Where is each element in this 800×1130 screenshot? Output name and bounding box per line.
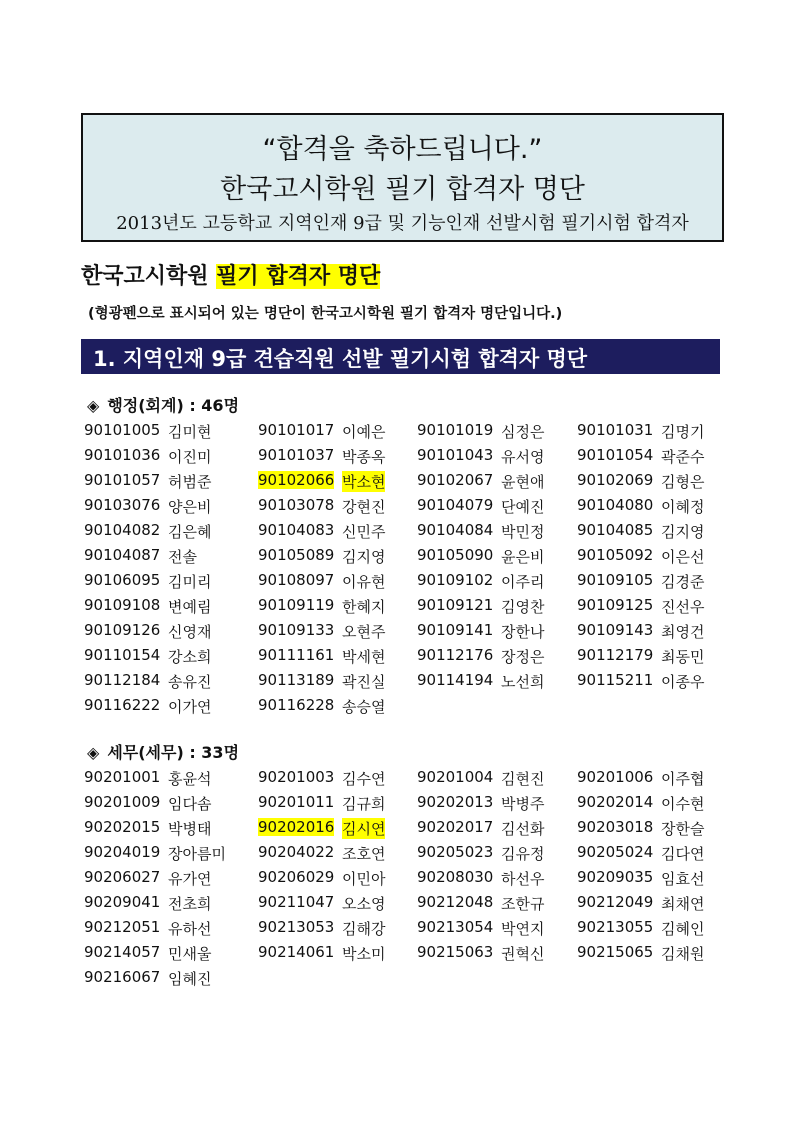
candidate-name: 김경준 [661, 573, 705, 591]
candidate-name: 김명기 [661, 423, 705, 441]
candidate-id: 90206029 [258, 868, 335, 886]
candidate-name: 이수현 [661, 795, 705, 813]
candidate-id: 90201006 [577, 768, 654, 786]
candidate-id: 90114194 [417, 671, 494, 689]
candidate-id: 90104085 [577, 521, 654, 539]
candidate-name: 김지영 [661, 523, 705, 541]
candidate-name: 전솔 [168, 548, 197, 566]
candidate-id: 90116222 [84, 696, 161, 714]
candidate-id: 90214061 [258, 943, 335, 961]
candidate-name: 곽준수 [661, 448, 705, 466]
candidate-name: 이가연 [168, 698, 212, 716]
candidate-name: 임효선 [661, 870, 705, 888]
candidate-name: 최동민 [661, 648, 705, 666]
candidate-id: 90112176 [417, 646, 494, 664]
candidate-id: 90103078 [258, 496, 335, 514]
candidate-name: 오소영 [342, 895, 386, 913]
category-heading-label: 행정(회계) : 46명 [107, 396, 240, 415]
candidate-name: 허범준 [168, 473, 212, 491]
candidate-name: 이예은 [342, 423, 386, 441]
candidate-name: 김영찬 [501, 598, 545, 616]
candidate-id: 90204022 [258, 843, 335, 861]
candidate-name: 장정은 [501, 648, 545, 666]
section-title-prefix: 한국고시학원 [81, 264, 217, 289]
candidate-name: 강소희 [168, 648, 212, 666]
candidate-name: 송승열 [342, 698, 386, 716]
candidate-name: 강현진 [342, 498, 386, 516]
candidate-name: 이종우 [661, 673, 705, 691]
header-box [81, 113, 724, 242]
candidate-id: 90109121 [417, 596, 494, 614]
candidate-name: 김은혜 [168, 523, 212, 541]
candidate-name: 오현주 [342, 623, 386, 641]
candidate-id: 90213055 [577, 918, 654, 936]
section-banner [81, 339, 720, 374]
candidate-name: 민새울 [168, 945, 212, 963]
diamond-icon: ◈ [87, 396, 100, 415]
candidate-name: 김규희 [342, 795, 386, 813]
candidate-id: 90102067 [417, 471, 494, 489]
candidate-name: 조한규 [501, 895, 545, 913]
candidate-name: 이진미 [168, 448, 212, 466]
candidate-name: 김현진 [501, 770, 545, 788]
candidate-id: 90213054 [417, 918, 494, 936]
candidate-name: 박종옥 [342, 448, 386, 466]
candidate-name: 이혜정 [661, 498, 705, 516]
candidate-id: 90201011 [258, 793, 335, 811]
candidate-id: 90104087 [84, 546, 161, 564]
candidate-id: 90109102 [417, 571, 494, 589]
candidate-id: 90103076 [84, 496, 161, 514]
candidate-name: 임다솜 [168, 795, 212, 813]
candidate-name: 최채연 [661, 895, 705, 913]
candidate-name: 박민정 [501, 523, 545, 541]
candidate-name: 신민주 [342, 523, 386, 541]
section-banner-label: 1. 지역인재 9급 견습직원 선발 필기시험 합격자 명단 [93, 347, 588, 371]
candidate-name: 김지영 [342, 548, 386, 566]
candidate-name: 변예림 [168, 598, 212, 616]
candidate-name: 권혁신 [501, 945, 545, 963]
candidate-name: 노선희 [501, 673, 545, 691]
candidate-name: 유가연 [168, 870, 212, 888]
section-title [81, 259, 380, 290]
candidate-id: 90201009 [84, 793, 161, 811]
candidate-id: 90211047 [258, 893, 335, 911]
candidate-name: 홍윤석 [168, 770, 212, 788]
candidate-id: 90109126 [84, 621, 161, 639]
exam-description: 2013년도 고등학교 지역인재 9급 및 기능인재 선발시험 필기시험 합격자 [116, 213, 689, 234]
candidate-name: 단예진 [501, 498, 545, 516]
diamond-icon: ◈ [87, 743, 100, 762]
candidate-name: 김시연 [342, 820, 386, 838]
candidate-id: 90202016 [258, 818, 335, 836]
candidate-name: 이은선 [661, 548, 705, 566]
candidate-id: 90101054 [577, 446, 654, 464]
candidate-id: 90202015 [84, 818, 161, 836]
candidate-id: 90109119 [258, 596, 335, 614]
section-title-highlight: 필기 합격자 명단 [216, 264, 381, 289]
candidate-id: 90215065 [577, 943, 654, 961]
candidate-id: 90109125 [577, 596, 654, 614]
candidate-id: 90208030 [417, 868, 494, 886]
candidate-id: 90205024 [577, 843, 654, 861]
candidate-id: 90112179 [577, 646, 654, 664]
candidate-id: 90212049 [577, 893, 654, 911]
candidate-name: 장한슬 [661, 820, 705, 838]
candidate-name: 김혜인 [661, 920, 705, 938]
candidate-name: 하선우 [501, 870, 545, 888]
candidate-name: 유서영 [501, 448, 545, 466]
candidate-id: 90104083 [258, 521, 335, 539]
candidate-id: 90216067 [84, 968, 161, 986]
candidate-id: 90202013 [417, 793, 494, 811]
category-heading-admin [87, 393, 239, 416]
candidate-name: 박세현 [342, 648, 386, 666]
candidate-id: 90109133 [258, 621, 335, 639]
candidate-id: 90205023 [417, 843, 494, 861]
candidate-id: 90105092 [577, 546, 654, 564]
candidate-id: 90101043 [417, 446, 494, 464]
candidate-id: 90110154 [84, 646, 161, 664]
candidate-name: 김형은 [661, 473, 705, 491]
candidate-id: 90203018 [577, 818, 654, 836]
candidate-id: 90106095 [84, 571, 161, 589]
candidate-id: 90101057 [84, 471, 161, 489]
candidate-id: 90209041 [84, 893, 161, 911]
candidate-id: 90202014 [577, 793, 654, 811]
candidate-id: 90104084 [417, 521, 494, 539]
candidate-id: 90111161 [258, 646, 335, 664]
candidate-id: 90109108 [84, 596, 161, 614]
candidate-id: 90212051 [84, 918, 161, 936]
candidate-name: 김수연 [342, 770, 386, 788]
candidate-id: 90209035 [577, 868, 654, 886]
candidate-id: 90102069 [577, 471, 654, 489]
candidate-name: 이주리 [501, 573, 545, 591]
candidate-name: 김미현 [168, 423, 212, 441]
candidate-id: 90109141 [417, 621, 494, 639]
candidate-name: 한혜지 [342, 598, 386, 616]
candidate-id: 90215063 [417, 943, 494, 961]
candidate-id: 90201004 [417, 768, 494, 786]
candidate-name: 김채원 [661, 945, 705, 963]
candidate-id: 90201003 [258, 768, 335, 786]
candidate-name: 임혜진 [168, 970, 212, 988]
candidate-id: 90101037 [258, 446, 335, 464]
candidate-name: 박병태 [168, 820, 212, 838]
candidate-id: 90104082 [84, 521, 161, 539]
candidate-name: 박연지 [501, 920, 545, 938]
candidate-name: 신영재 [168, 623, 212, 641]
candidate-id: 90101036 [84, 446, 161, 464]
candidate-name: 장아름미 [168, 845, 226, 863]
candidate-name: 박소미 [342, 945, 386, 963]
candidate-id: 90212048 [417, 893, 494, 911]
candidate-name: 김유정 [501, 845, 545, 863]
candidate-id: 90116228 [258, 696, 335, 714]
candidate-id: 90115211 [577, 671, 654, 689]
candidate-name: 이유현 [342, 573, 386, 591]
candidate-id: 90109143 [577, 621, 654, 639]
candidate-id: 90101017 [258, 421, 335, 439]
candidate-id: 90204019 [84, 843, 161, 861]
candidate-name: 조호연 [342, 845, 386, 863]
candidate-id: 90101019 [417, 421, 494, 439]
candidate-id: 90214057 [84, 943, 161, 961]
highlight-note: (형광펜으로 표시되어 있는 명단이 한국고시학원 필기 합격자 명단입니다.) [88, 306, 563, 322]
candidate-name: 최영건 [661, 623, 705, 641]
candidate-name: 양은비 [168, 498, 212, 516]
candidate-id: 90105090 [417, 546, 494, 564]
candidate-id: 90112184 [84, 671, 161, 689]
candidate-name: 심정은 [501, 423, 545, 441]
candidate-name: 김해강 [342, 920, 386, 938]
candidate-name: 박소현 [342, 473, 386, 491]
candidate-id: 90101031 [577, 421, 654, 439]
candidate-name: 박병주 [501, 795, 545, 813]
candidate-name: 이주협 [661, 770, 705, 788]
candidate-id: 90102066 [258, 471, 335, 489]
candidate-name: 이민아 [342, 870, 386, 888]
academy-list-title: 한국고시학원 필기 합격자 명단 [220, 174, 585, 205]
candidate-name: 진선우 [661, 598, 705, 616]
candidate-name: 유하선 [168, 920, 212, 938]
candidate-id: 90113189 [258, 671, 335, 689]
candidate-id: 90213053 [258, 918, 335, 936]
candidate-id: 90201001 [84, 768, 161, 786]
candidate-id: 90104080 [577, 496, 654, 514]
candidate-id: 90206027 [84, 868, 161, 886]
candidate-name: 장한나 [501, 623, 545, 641]
candidate-name: 윤현애 [501, 473, 545, 491]
congratulations-line: “합격을 축하드립니다.” [262, 134, 543, 165]
candidate-id: 90202017 [417, 818, 494, 836]
candidate-name: 곽진실 [342, 673, 386, 691]
candidate-id: 90101005 [84, 421, 161, 439]
candidate-id: 90108097 [258, 571, 335, 589]
category-heading-label: 세무(세무) : 33명 [107, 743, 240, 762]
candidate-id: 90104079 [417, 496, 494, 514]
category-heading-tax [87, 740, 239, 763]
candidate-id: 90105089 [258, 546, 335, 564]
candidate-name: 송유진 [168, 673, 212, 691]
candidate-id: 90109105 [577, 571, 654, 589]
candidate-name: 김미리 [168, 573, 212, 591]
candidate-name: 김선화 [501, 820, 545, 838]
candidate-name: 전초희 [168, 895, 212, 913]
candidate-name: 김다연 [661, 845, 705, 863]
candidate-name: 윤은비 [501, 548, 545, 566]
